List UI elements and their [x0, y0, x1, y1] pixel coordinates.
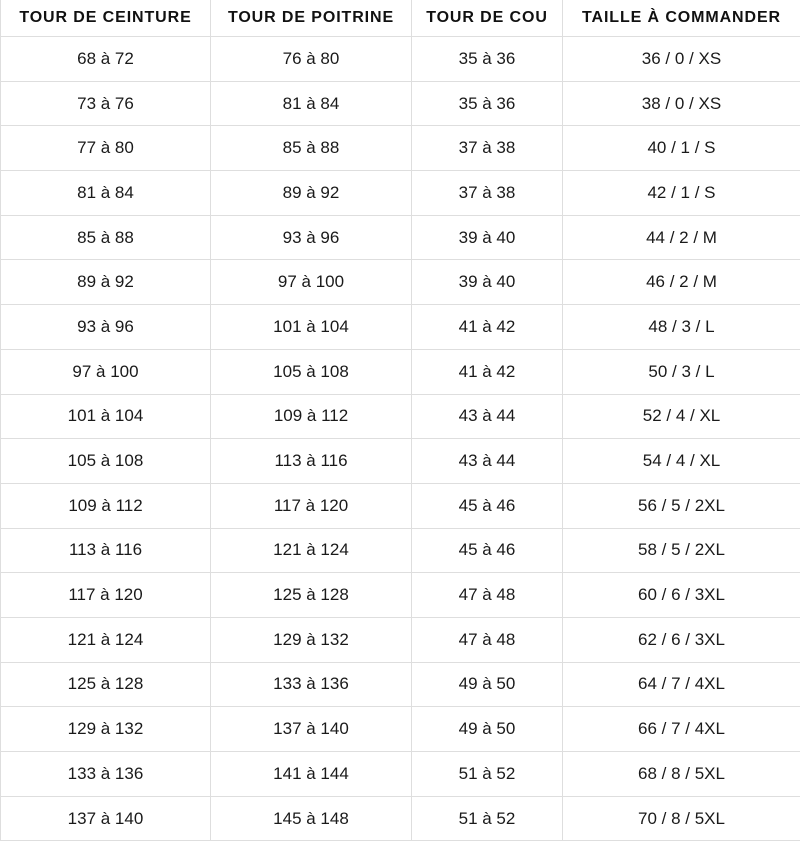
table-row [1, 573, 800, 618]
size-cell: 62 / 6 / 3XL [563, 617, 800, 662]
size-cell: 52 / 4 / XL [563, 394, 800, 439]
neck-cell: 41 à 42 [412, 305, 563, 350]
neck-cell: 35 à 36 [412, 81, 563, 126]
neck-cell: 45 à 46 [412, 528, 563, 573]
table-row [1, 349, 800, 394]
waist-cell: 89 à 92 [1, 260, 211, 305]
header-size-to-order: TAILLE À COMMANDER [563, 0, 800, 37]
table-row [1, 483, 800, 528]
chest-cell: 125 à 128 [211, 573, 412, 618]
size-cell: 38 / 0 / XS [563, 81, 800, 126]
size-cell: 60 / 6 / 3XL [563, 573, 800, 618]
waist-cell: 68 à 72 [1, 37, 211, 82]
chest-cell: 85 à 88 [211, 126, 412, 171]
table-row [1, 662, 800, 707]
chest-cell: 141 à 144 [211, 752, 412, 797]
chest-cell: 101 à 104 [211, 305, 412, 350]
chest-cell: 117 à 120 [211, 483, 412, 528]
size-cell: 56 / 5 / 2XL [563, 483, 800, 528]
table-row [1, 37, 800, 82]
size-cell: 66 / 7 / 4XL [563, 707, 800, 752]
waist-cell: 117 à 120 [1, 573, 211, 618]
size-chart-body [1, 37, 800, 841]
chest-cell: 129 à 132 [211, 617, 412, 662]
neck-cell: 37 à 38 [412, 171, 563, 216]
header-waist: TOUR DE CEINTURE [1, 0, 211, 37]
size-cell: 68 / 8 / 5XL [563, 752, 800, 797]
neck-cell: 37 à 38 [412, 126, 563, 171]
size-cell: 46 / 2 / M [563, 260, 800, 305]
size-cell: 40 / 1 / S [563, 126, 800, 171]
table-row [1, 305, 800, 350]
size-cell: 58 / 5 / 2XL [563, 528, 800, 573]
table-row [1, 707, 800, 752]
table-row [1, 215, 800, 260]
waist-cell: 93 à 96 [1, 305, 211, 350]
neck-cell: 39 à 40 [412, 260, 563, 305]
neck-cell: 49 à 50 [412, 662, 563, 707]
size-cell: 50 / 3 / L [563, 349, 800, 394]
size-cell: 48 / 3 / L [563, 305, 800, 350]
waist-cell: 85 à 88 [1, 215, 211, 260]
header-row [1, 0, 800, 37]
chest-cell: 113 à 116 [211, 439, 412, 484]
size-chart-header [1, 0, 800, 37]
chest-cell: 145 à 148 [211, 796, 412, 841]
table-row [1, 171, 800, 216]
chest-cell: 76 à 80 [211, 37, 412, 82]
header-chest: TOUR DE POITRINE [211, 0, 412, 37]
table-row [1, 439, 800, 484]
neck-cell: 39 à 40 [412, 215, 563, 260]
chest-cell: 89 à 92 [211, 171, 412, 216]
waist-cell: 105 à 108 [1, 439, 211, 484]
table-row [1, 752, 800, 797]
neck-cell: 43 à 44 [412, 439, 563, 484]
neck-cell: 47 à 48 [412, 573, 563, 618]
waist-cell: 133 à 136 [1, 752, 211, 797]
waist-cell: 101 à 104 [1, 394, 211, 439]
size-cell: 44 / 2 / M [563, 215, 800, 260]
waist-cell: 81 à 84 [1, 171, 211, 216]
waist-cell: 109 à 112 [1, 483, 211, 528]
table-row [1, 260, 800, 305]
chest-cell: 137 à 140 [211, 707, 412, 752]
table-row [1, 528, 800, 573]
table-row [1, 126, 800, 171]
waist-cell: 73 à 76 [1, 81, 211, 126]
neck-cell: 43 à 44 [412, 394, 563, 439]
size-cell: 64 / 7 / 4XL [563, 662, 800, 707]
waist-cell: 125 à 128 [1, 662, 211, 707]
header-neck: TOUR DE COU [412, 0, 563, 37]
waist-cell: 129 à 132 [1, 707, 211, 752]
neck-cell: 51 à 52 [412, 752, 563, 797]
chest-cell: 93 à 96 [211, 215, 412, 260]
waist-cell: 113 à 116 [1, 528, 211, 573]
chest-cell: 81 à 84 [211, 81, 412, 126]
chest-cell: 105 à 108 [211, 349, 412, 394]
chest-cell: 97 à 100 [211, 260, 412, 305]
table-row [1, 796, 800, 841]
neck-cell: 35 à 36 [412, 37, 563, 82]
neck-cell: 41 à 42 [412, 349, 563, 394]
neck-cell: 45 à 46 [412, 483, 563, 528]
size-cell: 42 / 1 / S [563, 171, 800, 216]
neck-cell: 49 à 50 [412, 707, 563, 752]
waist-cell: 121 à 124 [1, 617, 211, 662]
waist-cell: 77 à 80 [1, 126, 211, 171]
size-cell: 54 / 4 / XL [563, 439, 800, 484]
neck-cell: 51 à 52 [412, 796, 563, 841]
table-row [1, 81, 800, 126]
size-cell: 36 / 0 / XS [563, 37, 800, 82]
chest-cell: 133 à 136 [211, 662, 412, 707]
table-row [1, 394, 800, 439]
size-cell: 70 / 8 / 5XL [563, 796, 800, 841]
chest-cell: 121 à 124 [211, 528, 412, 573]
table-row [1, 617, 800, 662]
waist-cell: 97 à 100 [1, 349, 211, 394]
neck-cell: 47 à 48 [412, 617, 563, 662]
waist-cell: 137 à 140 [1, 796, 211, 841]
chest-cell: 109 à 112 [211, 394, 412, 439]
